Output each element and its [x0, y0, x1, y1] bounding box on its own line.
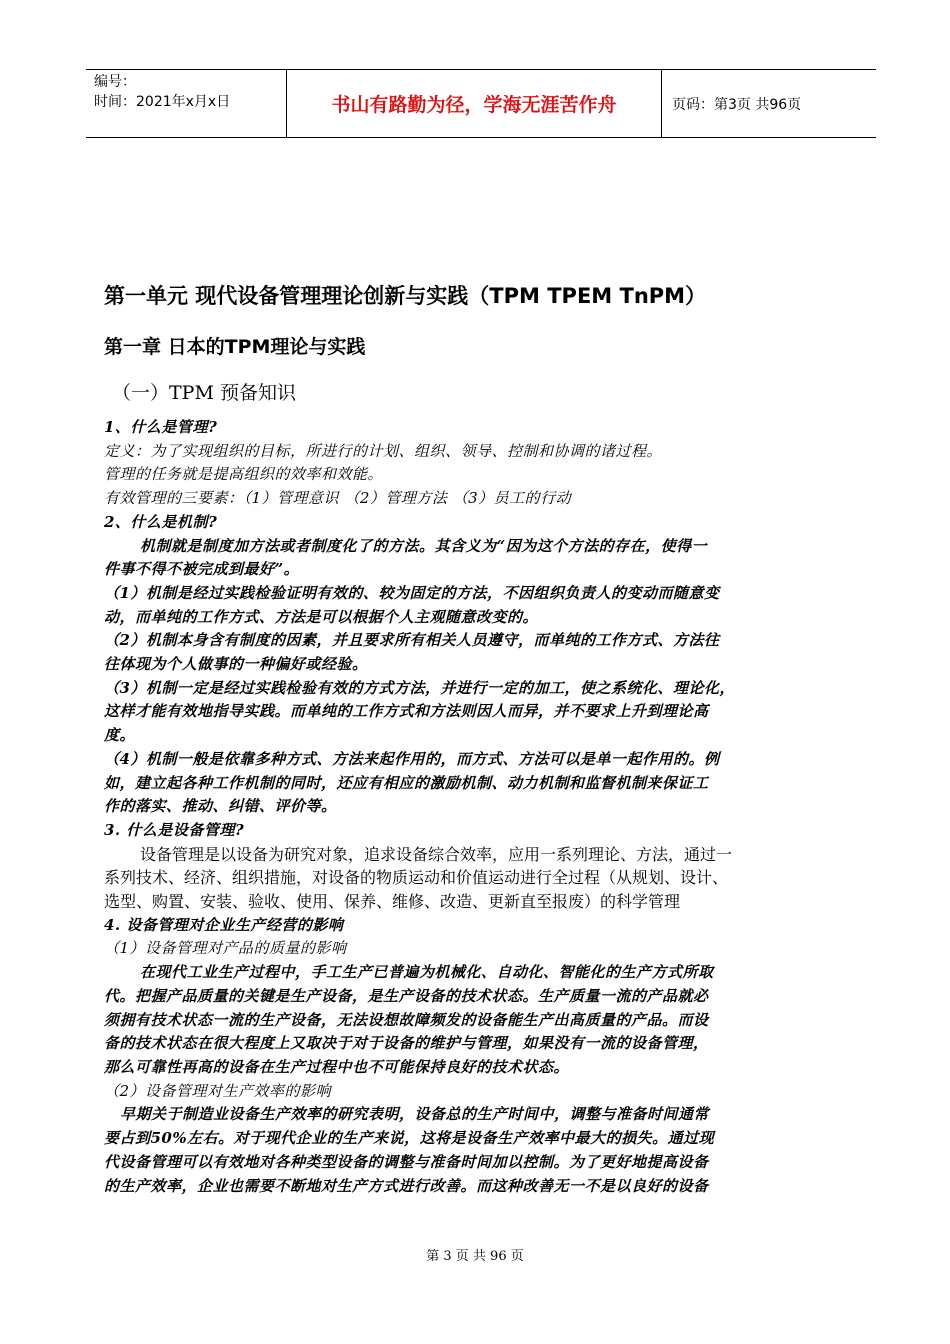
text-line: 作的落实、推动、纠错、评价等。	[104, 797, 337, 816]
header-page-label: 页码：第3页 共96页	[672, 96, 802, 113]
text-line: 的生产效率，企业也需要不断地对生产方式进行改善。而这种改善无一不是以良好的设备	[104, 1176, 709, 1195]
text-line: 动，而单纯的工作方式、方法是可以根据个人主观随意改变的。	[104, 607, 539, 626]
subheading-line: （1）设备管理对产品的质量的影响	[104, 939, 347, 958]
text-line: 机制就是制度加方法或者制度化了的方法。其含义为“因为这个方法的存在，使得一	[140, 536, 708, 555]
text-line: 那么可靠性再高的设备在生产过程中也不可能保持良好的技术状态。	[104, 1057, 570, 1076]
header-motto: 书山有路勤为径，学海无涯苦作舟	[286, 70, 662, 137]
unit-title: 第一单元 现代设备管理理论创新与实践（TPM TPEM TnPM）	[104, 284, 707, 308]
heading-line: 2、什么是机制?	[104, 512, 218, 531]
page-footer: 第 3 页 共 96 页	[426, 1249, 524, 1264]
text-line: 系列技术、经济、组织措施，对设备的物质运动和价值运动进行全过程（从规划、设计、	[104, 868, 729, 888]
text-line: 代设备管理可以有效地对各种类型设备的调整与准备时间加以控制。为了更好地提高设备	[104, 1152, 709, 1171]
text-line: 在现代工业生产过程中，手工生产已普遍为机械化、自动化、智能化的生产方式所取	[140, 963, 714, 982]
text-line: 备的技术状态在很大程度上又取决于对于设备的维护与管理，如果没有一流的设备管理，	[104, 1034, 709, 1053]
document-body	[104, 416, 864, 1198]
heading-line: 4. 设备管理对企业生产经营的影响	[104, 915, 344, 934]
text-line: 设备管理是以设备为研究对象，追求设备综合效率，应用一系列理论、方法，通过一	[140, 844, 733, 864]
header-meta	[86, 70, 286, 137]
text-line: （4）机制一般是依靠多种方式、方法来起作用的，而方式、方法可以是单一起作用的。例	[104, 749, 720, 768]
text-line: 选型、购置、安装、验收、使用、保养、维修、改造、更新直至报废）的科学管理	[104, 892, 681, 912]
text-line: 代。把握产品质量的关键是生产设备，是生产设备的技术状态。生产质量一流的产品就必	[104, 986, 709, 1005]
text-line: 如，建立起各种工作机制的同时，还应有相应的激励机制、动力机制和监督机制来保证工	[104, 773, 709, 792]
text-line: 件事不得不被完成到最好”。	[104, 560, 300, 579]
text-line: 管理的任务就是提高组织的效率和效能。	[104, 465, 384, 484]
text-line: 这样才能有效地指导实践。而单纯的工作方式和方法则因人而异，并不要求上升到理论高	[104, 702, 709, 721]
text-line: 往体现为个人做事的一种偏好或经验。	[104, 655, 368, 674]
text-line: 早期关于制造业设备生产效率的研究表明，设备总的生产时间中，调整与准备时间通常	[120, 1105, 710, 1124]
subheading-line: （2）设备管理对生产效率的影响	[104, 1081, 332, 1100]
text-line: 须拥有技术状态一流的生产设备，无法设想故障频发的设备能生产出高质量的产品。而设	[104, 1010, 709, 1029]
section-title: （一）TPM 预备知识	[112, 382, 296, 404]
text-line: （3）机制一定是经过实践检验有效的方式方法，并进行一定的加工，使之系统化、理论化，	[104, 678, 735, 697]
text-line: 度。	[104, 726, 136, 745]
heading-line: 1、什么是管理?	[104, 418, 218, 436]
text-line: 要占到50%左右。对于现代企业的生产来说，这将是设备生产效率中最大的损失。通过现	[104, 1129, 715, 1148]
page-header	[86, 69, 876, 138]
chapter-title: 第一章 日本的TPM理论与实践	[104, 336, 366, 358]
time-label: 时间：2021年x月x日	[94, 94, 231, 110]
text-line: 有效管理的三要素：（1）管理意识 （2）管理方法 （3）员工的行动	[104, 489, 572, 508]
text-line: （2）机制本身含有制度的因素，并且要求所有相关人员遵守，而单纯的工作方式、方法往	[104, 631, 720, 650]
heading-line: 3. 什么是设备管理?	[104, 820, 245, 839]
text-line: （1）机制是经过实践检验证明有效的、较为固定的方法，不因组织负责人的变动而随意变	[104, 583, 720, 602]
text-line: 定义：为了实现组织的目标，所进行的计划、组织、领导、控制和协调的诸过程。	[104, 441, 663, 460]
number-label: 编号：	[94, 74, 136, 90]
